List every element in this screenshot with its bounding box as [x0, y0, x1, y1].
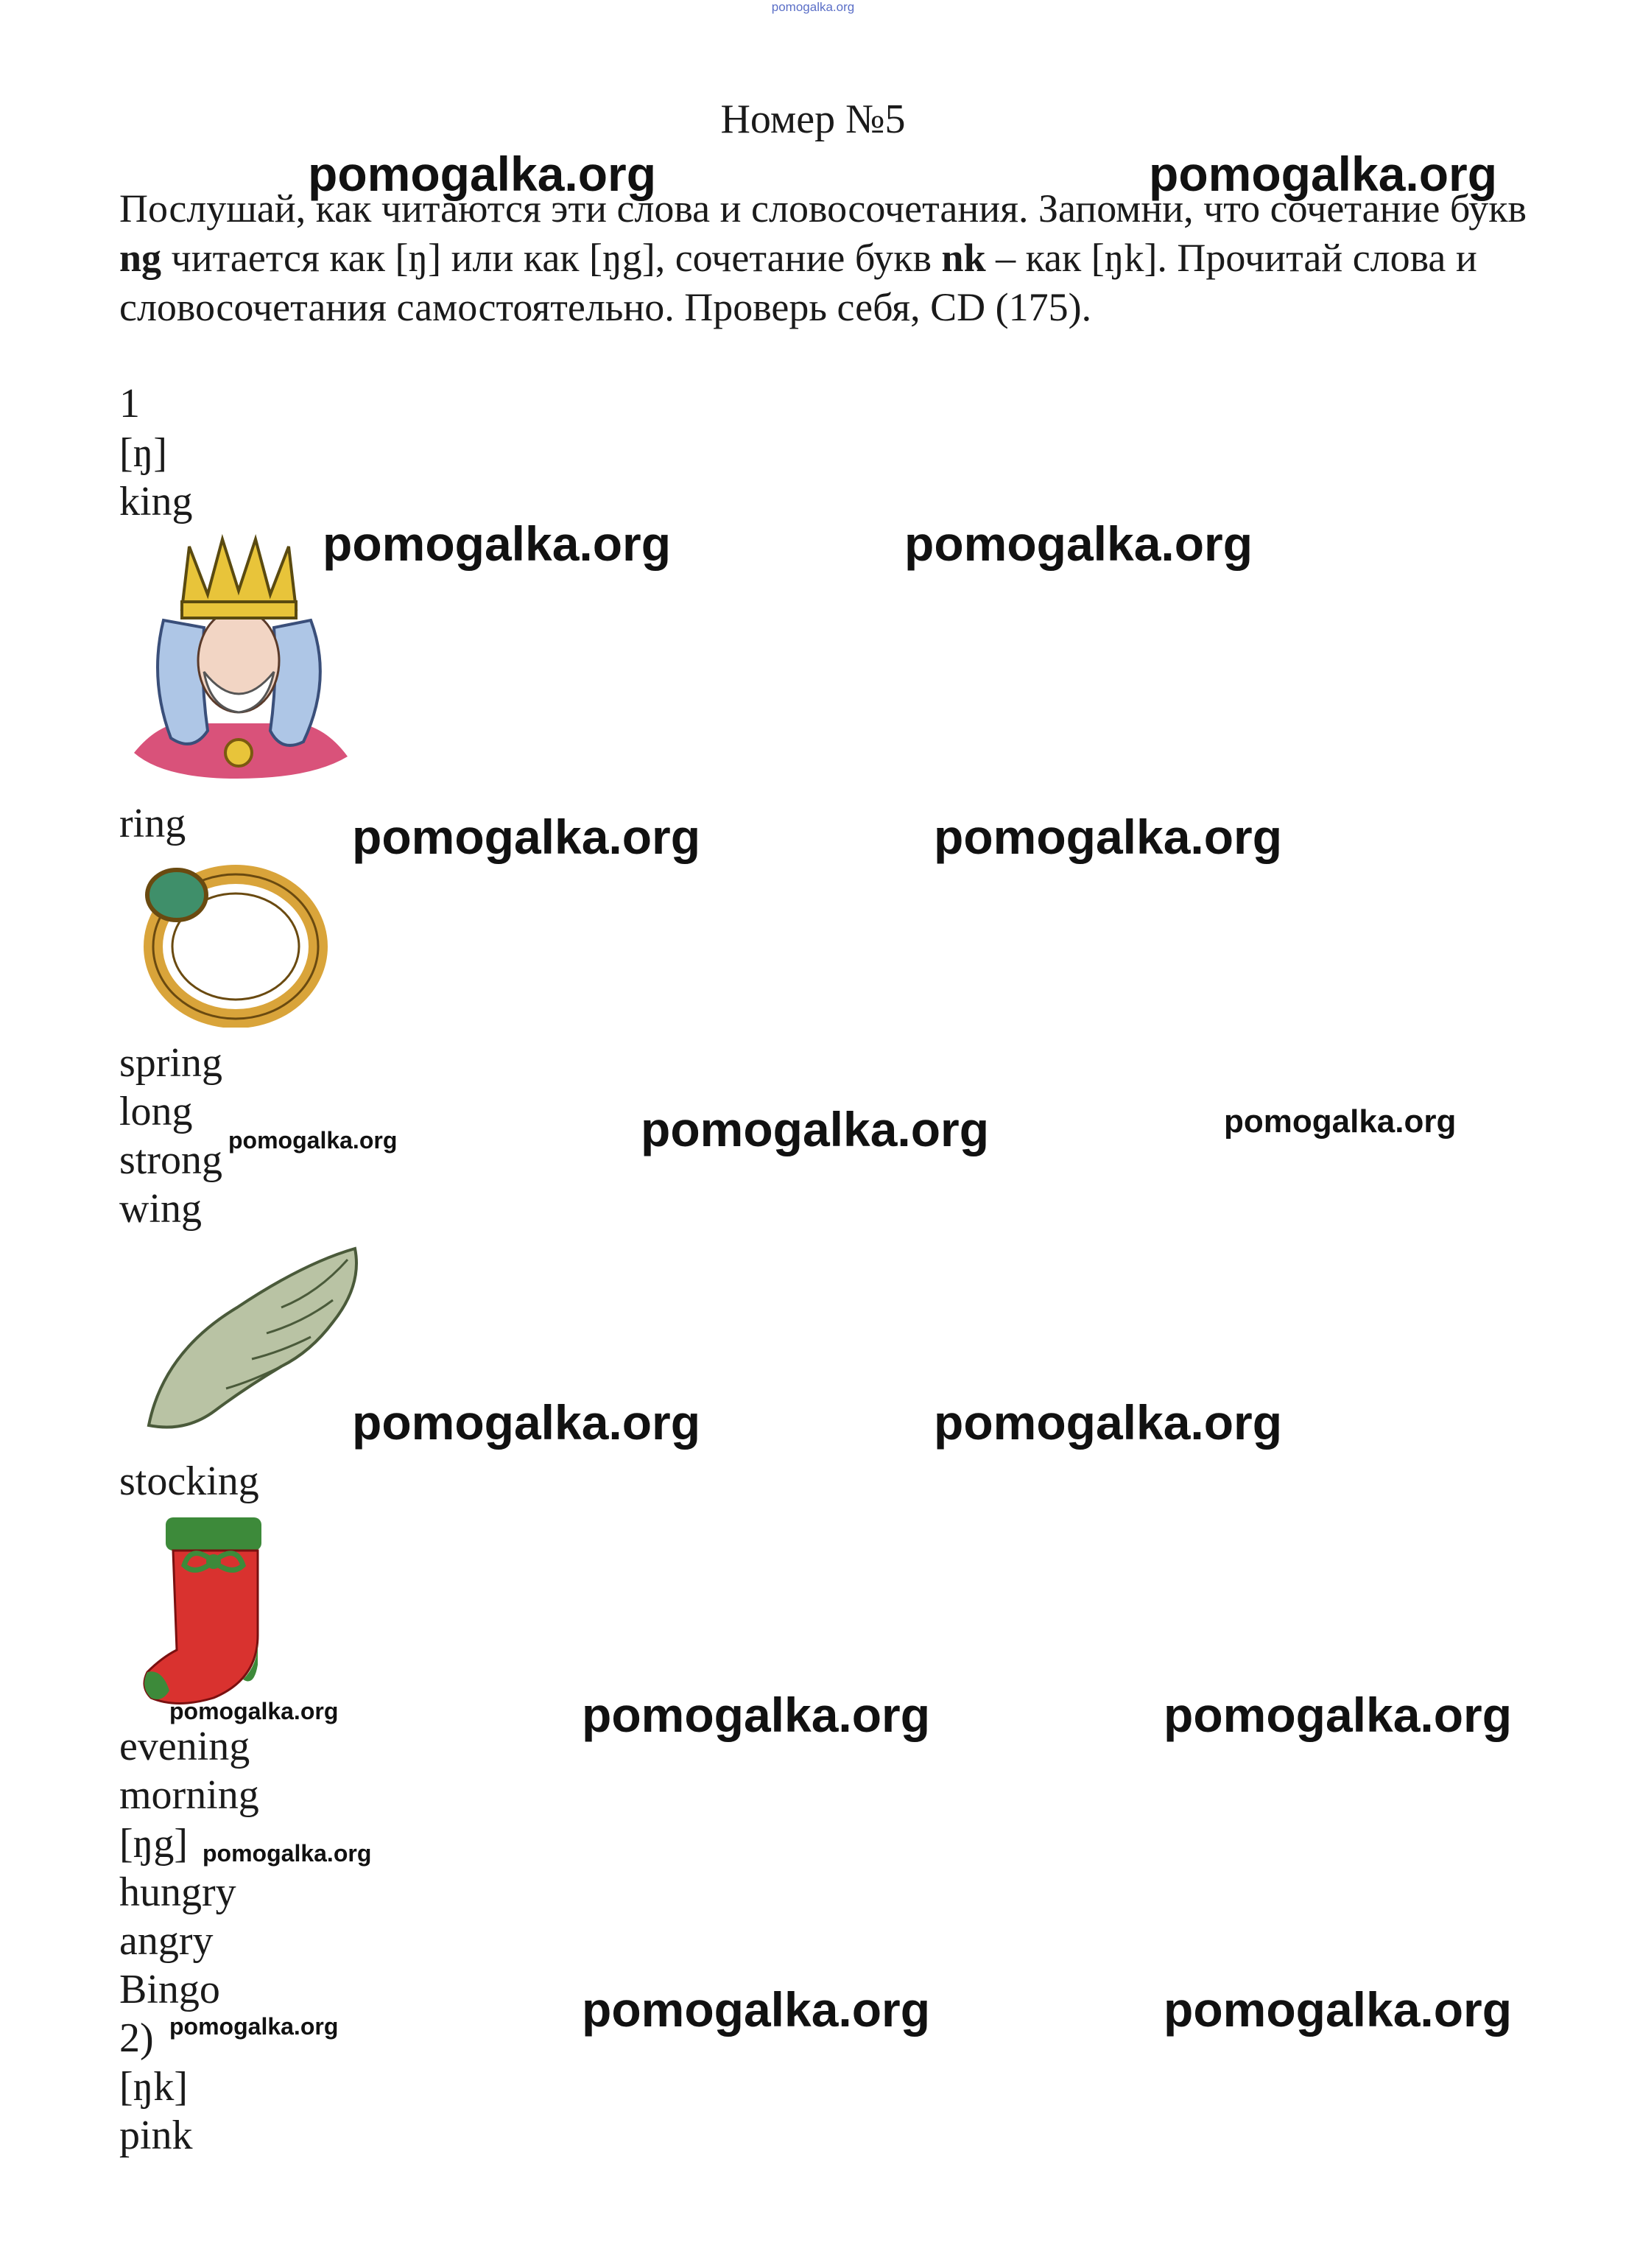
watermark: pomogalka.org	[169, 1698, 339, 1724]
watermark: pomogalka.org	[352, 1395, 701, 1450]
word-morning: morning	[119, 1772, 259, 1818]
transcription-ng: [ŋ]	[119, 430, 167, 476]
top-watermark: pomogalka.org	[771, 0, 855, 14]
instruction-paragraph	[119, 184, 1533, 332]
watermark: pomogalka.org	[1149, 147, 1498, 201]
word-evening: evening	[119, 1724, 250, 1769]
word-bingo: Bingo	[119, 1967, 220, 2012]
page-title: Номер №5	[720, 96, 906, 142]
word-stocking: stocking	[119, 1458, 259, 1504]
watermark: pomogalka.org	[228, 1127, 398, 1154]
instruction-text-3: – как [ŋk]. Прочитай слова и словосочетания самостоятельно. Проверь себя, CD (175).	[119, 236, 1477, 329]
word-king: king	[119, 479, 193, 524]
watermark: pomogalka.org	[323, 516, 672, 571]
watermark: pomogalka.org	[169, 2013, 339, 2040]
transcription-ngk: [ŋk]	[119, 2064, 188, 2110]
stocking-illustration	[133, 1510, 280, 1709]
watermark: pomogalka.org	[582, 1982, 931, 2037]
watermark: pomogalka.org	[203, 1840, 372, 1867]
wing-illustration	[134, 1241, 362, 1447]
word-pink: pink	[119, 2113, 193, 2158]
section-number-2: 2)	[119, 2015, 154, 2061]
word-ring: ring	[119, 801, 186, 846]
instruction-bold-nk: nk	[941, 236, 986, 280]
watermark: pomogalka.org	[352, 810, 701, 864]
word-hungry: hungry	[119, 1869, 236, 1915]
transcription-ngg: [ŋg]	[119, 1821, 188, 1867]
instruction-bold-ng: ng	[119, 236, 162, 280]
watermark: pomogalka.org	[308, 147, 657, 201]
word-strong: strong	[119, 1137, 222, 1183]
watermark: pomogalka.org	[934, 1395, 1283, 1450]
word-angry: angry	[119, 1918, 214, 1964]
watermark: pomogalka.org	[904, 516, 1253, 571]
watermark: pomogalka.org	[641, 1102, 990, 1156]
word-wing: wing	[119, 1186, 202, 1232]
instruction-text-1: Послушай, как читаются эти слова и словосочетания. Запомни, что сочетание букв	[119, 186, 1527, 231]
watermark: pomogalka.org	[1164, 1688, 1513, 1742]
watermark: pomogalka.org	[934, 810, 1283, 864]
ring-illustration	[129, 851, 335, 1028]
watermark: pomogalka.org	[582, 1688, 931, 1742]
watermark: pomogalka.org	[1164, 1982, 1513, 2037]
word-spring: spring	[119, 1040, 222, 1086]
section-number-1: 1	[119, 381, 140, 426]
watermark: pomogalka.org	[1224, 1103, 1457, 1140]
instruction-text-2: читается как [ŋ] или как [ŋg], сочетание букв	[161, 236, 942, 280]
king-illustration	[119, 532, 355, 782]
word-long: long	[119, 1089, 193, 1134]
